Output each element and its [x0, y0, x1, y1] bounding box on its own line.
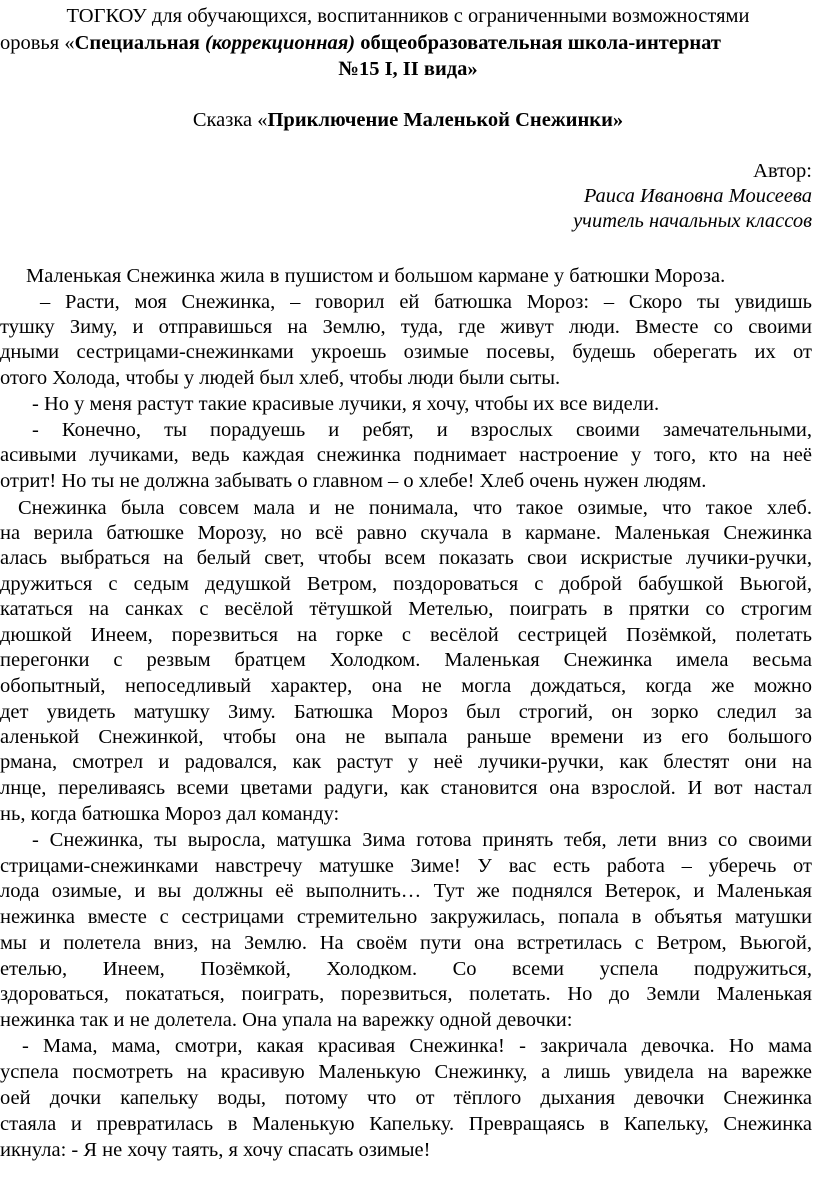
body-line: - Мама, мама, смотри, какая красивая Снежинка! - закричала девочка. Но мама — [22, 1035, 812, 1057]
header-line-2-prefix: оровья « — [0, 32, 75, 54]
body-line: стаяла и превратилась в Маленькую Капельку. Превращаясь в Капельку, Снежинка — [0, 1113, 812, 1135]
body-line: отого Холода, чтобы у людей был хлеб, чтобы люди были сыты. — [0, 367, 561, 389]
school-type: Специальная — [74, 32, 200, 54]
body-line: успела посмотреть на красивую Маленькую Снежинку, а лишь увидела на варежке — [0, 1061, 812, 1083]
body-line: етелью, Инеем, Позёмкой, Холодком. Со всеми успела подружиться, — [0, 958, 812, 980]
author-name-text: Раиса Ивановна Моисеева — [583, 185, 812, 207]
author-name — [584, 184, 812, 209]
body-line: дюшкой Инеем, порезвиться на горке с весёлой сестрицей Позёмкой, полетать — [0, 624, 812, 646]
header-line-3 — [0, 57, 816, 82]
body-line: дет увидеть матушку Зиму. Батюшка Мороз был строгий, он зорко следил за — [0, 701, 812, 723]
body-line: тушку Зиму, и отправишься на Землю, туда, где живут люди. Вместе со своими — [0, 316, 812, 338]
body-line: на верила батюшке Морозу, но всё равно скучала в кармане. Маленькая Снежинка — [0, 522, 812, 544]
story-title-prefix: Сказка « — [192, 109, 268, 131]
body-line: стрицами-снежинками навстречу матушке Зиме! У вас есть работа – уберечь от — [0, 855, 812, 877]
body-line: нежинка так и не долетела. Она упала на варежку одной девочки: — [0, 1009, 573, 1031]
body-line: - Конечно, ты порадуешь и ребят, и взрослых своими замечательными, — [32, 419, 812, 441]
school-type-italic: (коррекционная) — [204, 32, 356, 54]
body-line: перегонки с резвым братцем Холодком. Маленькая Снежинка имела весьма — [0, 649, 812, 671]
body-line: алась выбраться на белый свет, чтобы всем показать свои искристые лучики-ручки, — [0, 547, 812, 569]
body-line: асивыми лучиками, ведь каждая снежинка поднимает настроение у того, кто на неё — [0, 444, 812, 466]
body-line: - Но у меня растут такие красивые лучики, я хочу, чтобы их все видели. — [32, 393, 660, 415]
body-line: оей дочки капельку воды, потому что от тёплого дыхания девочки Снежинка — [0, 1087, 812, 1109]
author-label: Автор: — [753, 160, 812, 182]
body-line: лнце, переливаясь всеми цветами радуги, как становится она взрослой. И вот настал — [0, 777, 812, 799]
header-line-2 — [0, 31, 721, 56]
body-line: - Снежинка, ты выросла, матушка Зима готова принять тебя, лети вниз со своими — [32, 829, 812, 851]
body-line: нь, когда батюшка Мороз дал команду: — [0, 803, 340, 825]
body-line: нежинка вместе с сестрицами стремительно закружилась, попала в объятья матушки — [0, 906, 812, 928]
body-line: дружиться с седым дедушкой Ветром, поздороваться с доброй бабушкой Вьюгой, — [0, 573, 812, 595]
body-line: кататься на санках с весёлой тётушкой Метелью, поиграть в прятки со строгим — [0, 598, 812, 620]
body-line: Снежинка была совсем мала и не понимала, что такое озимые, что такое хлеб. — [18, 497, 812, 519]
header-line-1: ТОГКОУ для обучающихся, воспитанников с ограниченными возможностями — [66, 5, 750, 27]
story-title-name: Приключение Маленькой Снежинки» — [267, 109, 624, 131]
school-number: №15 I, II вида» — [338, 58, 478, 80]
body-line: Маленькая Снежинка жила в пушистом и большом кармане у батюшки Мороза. — [26, 265, 726, 287]
body-line: – Расти, моя Снежинка, – говорил ей батюшка Мороз: – Скоро ты увидишь — [40, 291, 812, 313]
school-name: общеобразовательная школа-интернат — [360, 32, 721, 54]
body-line: дными сестрицами-снежинками укроешь озимые посевы, будешь оберегать их от — [0, 341, 812, 363]
body-line: здороваться, покататься, поиграть, порезвиться, полетать. Но до Земли Маленькая — [0, 983, 812, 1005]
author-position-text: учитель начальных классов — [573, 210, 812, 232]
body-line: мы и полетела вниз, на Землю. На своём пути она встретилась с Ветром, Вьюгой, — [0, 932, 812, 954]
body-line: аленькой Снежинкой, чтобы она не выпала раньше времени из его большого — [0, 726, 812, 748]
body-line: икнула: - Я не хочу таять, я хочу спасать озимые! — [0, 1139, 431, 1161]
body-line: отрит! Но ты не должна забывать о главном – о хлебе! Хлеб очень нужен людям. — [0, 470, 707, 492]
body-line: лода озимые, и вы должны её выполнить… Тут же поднялся Ветерок, и Маленькая — [0, 880, 812, 902]
story-title — [0, 108, 816, 133]
body-line: обопытный, непоседливый характер, она не могла дождаться, когда же можно — [0, 675, 812, 697]
body-line: рмана, смотрел и радовался, как растут у неё лучики-ручки, как блестят они на — [0, 751, 812, 773]
author-position — [573, 209, 812, 234]
